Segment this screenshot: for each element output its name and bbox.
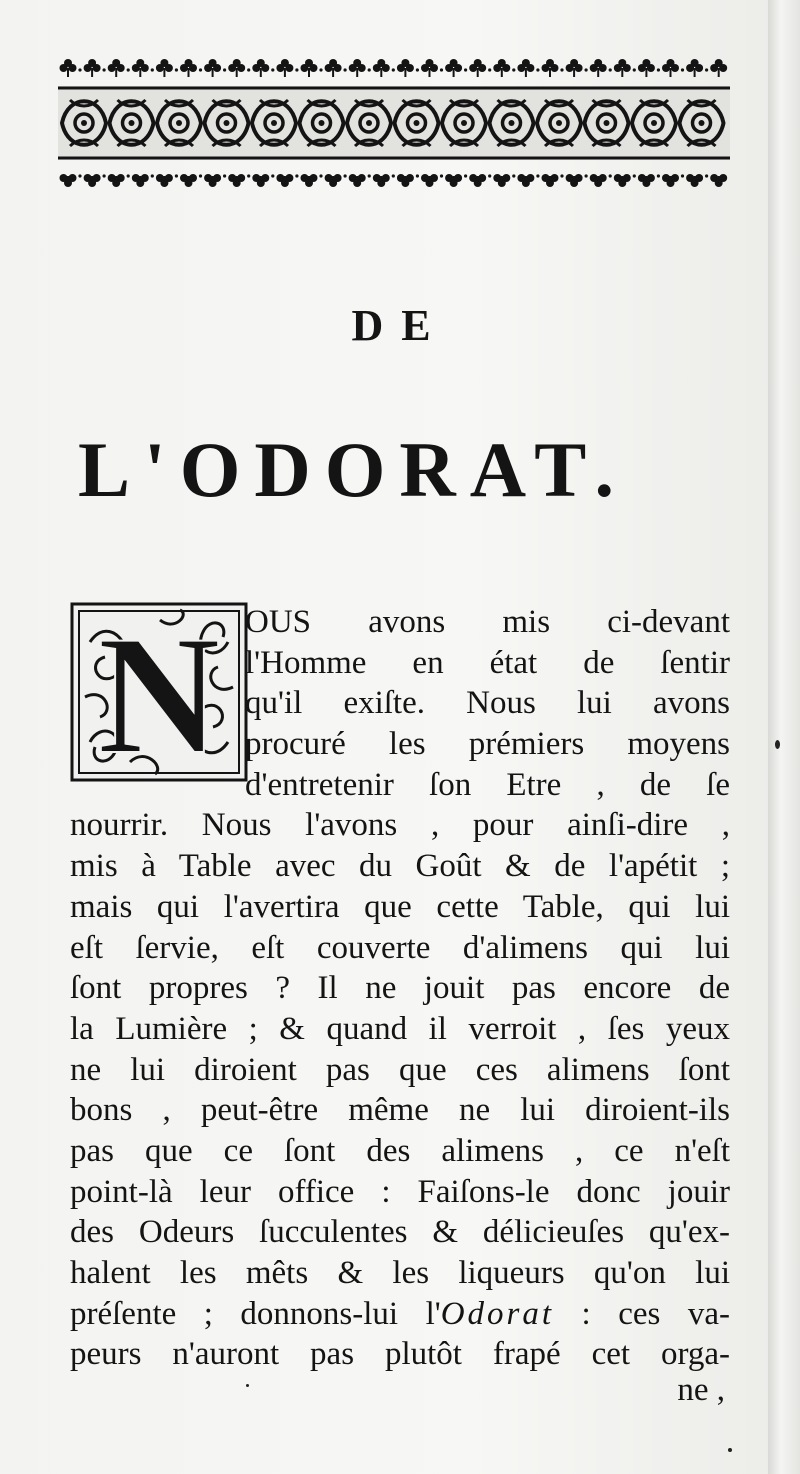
text-line: halent les mêts & les liqueurs qu'on lui xyxy=(70,1255,730,1291)
text-line: eſt ſervie, eſt couverte d'alimens qui lui xyxy=(70,929,730,966)
text-line: qu'il exiſte. Nous lui avons xyxy=(245,685,730,722)
text-line: OUS avons mis ci-devant xyxy=(245,604,730,640)
text-line: ne lui diroient pas que ces alimens ſont xyxy=(70,1051,730,1088)
text-line: point-là leur office : Faiſons-le donc jouir xyxy=(70,1173,730,1210)
dropcap-letter: N xyxy=(97,602,221,782)
text-line: nourrir. Nous l'avons , pour ainſi-dire , xyxy=(70,807,730,844)
text-line: d'entretenir ſon Etre , de ſe xyxy=(245,766,730,803)
text-line: l'Homme en état de ſentir xyxy=(245,644,730,681)
text-line: mais qui l'avertira que cette Table, qui lui xyxy=(70,888,730,925)
catchword: ne , xyxy=(677,1372,725,1408)
headpiece-ornament xyxy=(58,52,730,192)
text-line: la Lumière ; & quand il verroit , ſes yeux xyxy=(70,1010,730,1047)
page-edge xyxy=(768,0,800,1474)
heading-title: L'ODORAT. xyxy=(78,426,628,513)
text-segment: préſente ; donnons-lui l' xyxy=(70,1295,441,1332)
text-line: procuré les prémiers moyens xyxy=(245,726,730,763)
italic-word: Odorat xyxy=(440,1295,555,1332)
text-line: pas que ce ſont des alimens , ce n'eſt xyxy=(70,1132,730,1169)
text-line: peurs n'auront pas plutôt frapé cet orga- xyxy=(70,1336,730,1373)
text-segment: : ces va- xyxy=(554,1295,730,1332)
heading-prefix: DE xyxy=(351,301,449,350)
text-line: bons , peut-être même ne lui diroient-ils xyxy=(70,1092,730,1129)
text-line xyxy=(70,1294,730,1335)
text-line: des Odeurs ſucculentes & délicieuſes qu'ex- xyxy=(70,1214,730,1251)
text-line: mis à Table avec du Goût & de l'apétit ; xyxy=(70,848,730,885)
body-paragraph xyxy=(70,602,730,1375)
text-line: ſont propres ? Il ne jouit pas encore de xyxy=(70,970,730,1007)
